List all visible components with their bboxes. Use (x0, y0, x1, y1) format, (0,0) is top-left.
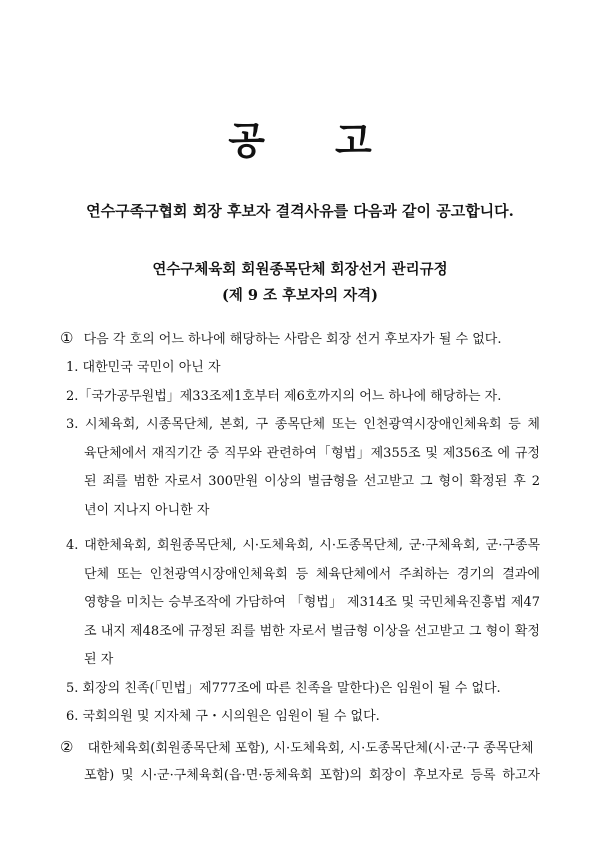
clause2-marker: ② (60, 738, 74, 756)
clause1-item-4-line-3: 영향을 미치는 승부조작에 가담하여 「형법」 제314조 및 국민체육진흥법 제47 (84, 595, 540, 610)
clause1-item-4-line-2: 단체 또는 인천광역시장애인체육회 등 체육단체에서 주최하는 경기의 결과에 (84, 567, 540, 582)
clause1-item-4-line-1: 4. 대한체육회, 회원종목단체, 시·도체육회, 시·도종목단체, 군·구체육회, 군·구종목 (66, 538, 540, 553)
clause1-item-2: 2.「국가공무원법」제33조제1호부터 제6호까지의 어느 하나에 해당하는 자. (66, 389, 502, 404)
regulation-article: (제 9 조 후보자의 자격) (221, 287, 379, 304)
clause1-item-3-line-4: 년이 지나지 아니한 자 (84, 503, 210, 518)
clause1-text: 다음 각 호의 어느 하나에 해당하는 사람은 회장 선거 후보자가 될 수 없다. (83, 332, 502, 347)
clause1-item-4-line-4: 조 내지 제48조에 규정된 죄를 범한 자로서 벌금형 이상을 선고받고 그 형이 확정 (84, 624, 540, 639)
regulation-title: 연수구체육회 회원종목단체 회장선거 관리규정 (152, 261, 448, 278)
notice-subtitle: 연수구족구협회 회장 후보자 결격사유를 다음과 같이 공고합니다. (86, 202, 514, 220)
clause1-marker: ① (60, 329, 74, 347)
clause1-item-6: 6. 국회의원 및 지자체 구・시의원은 임원이 될 수 없다. (66, 709, 380, 724)
clause1-item-3-line-2: 육단체에서 재직기간 중 직무와 관련하여「형법」제355조 및 제356조 에 규정 (84, 446, 540, 461)
notice-title: 공고 (228, 118, 442, 163)
clause2-line-1-row (60, 733, 540, 764)
clause1-item-3-line-3: 된 죄를 범한 자로서 300만원 이상의 벌금형을 선고받고 그 형이 확정된 후 2 (84, 474, 540, 489)
clause1-item-4-line-5: 된 자 (84, 652, 114, 667)
clause1-item-3-line-1: 3. 시체육회, 시종목단체, 본회, 구 종목단체 또는 인천광역시장애인체육회 등 체 (66, 417, 540, 432)
clause1-item-1: 1. 대한민국 국민이 아닌 자 (66, 360, 221, 375)
clause2-line-2: 포함) 및 시·군·구체육회(읍·면·동체육회 포함)의 회장이 후보자로 등록 하고자 (84, 768, 540, 783)
clause2-line-1: 대한체육회(회원종목단체 포함), 시·도체육회, 시·도종목단체(시·군·구 종목단체 (87, 741, 534, 756)
clause1-heading (60, 324, 502, 355)
clause1-item-5: 5. 회장의 친족(「민법」제777조에 따른 친족을 말한다)은 임원이 될 수 없다. (66, 681, 501, 696)
